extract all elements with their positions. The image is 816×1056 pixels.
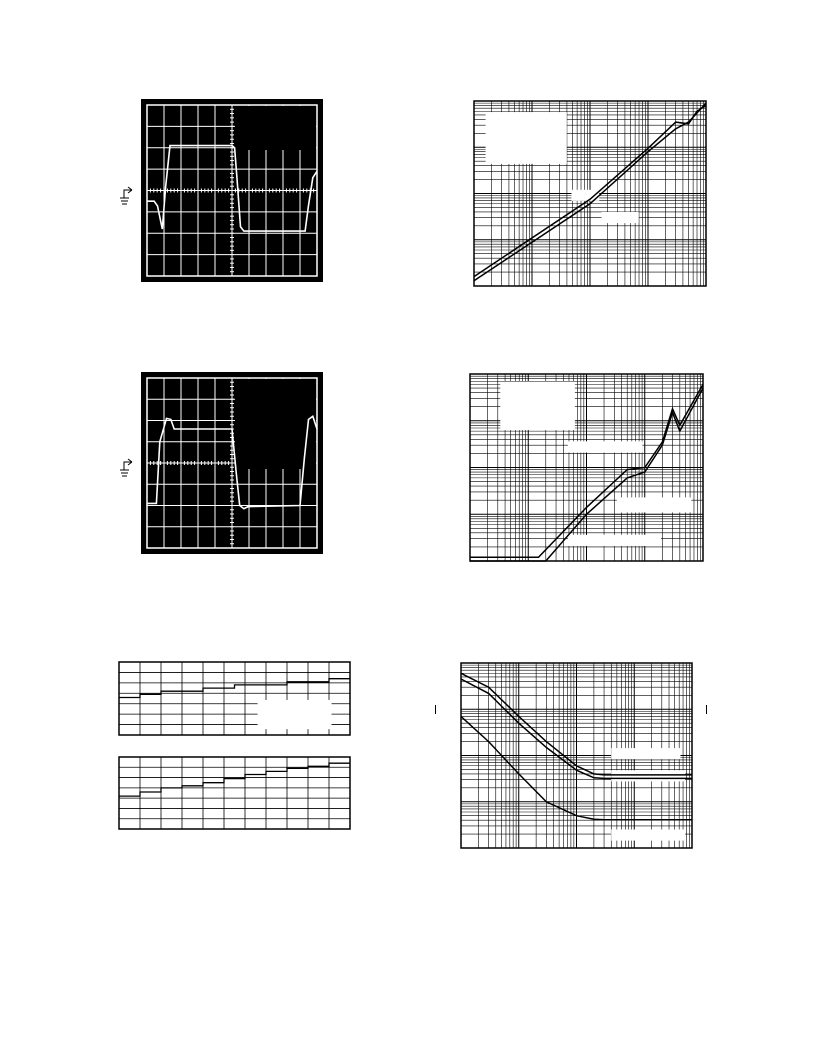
label-blank (611, 770, 685, 781)
loglog-chart-1 (474, 101, 706, 286)
loglog-panel-3 (461, 663, 692, 848)
label-blank (486, 112, 567, 164)
label-blank (500, 381, 575, 430)
label-blank (568, 441, 643, 452)
step-chart-1 (119, 662, 350, 735)
label-blank (611, 748, 680, 759)
loglog-panel-2 (470, 374, 703, 561)
ground-marker-icon-2 (120, 456, 140, 478)
scope-screen-1 (141, 99, 323, 282)
loglog-chart-2 (470, 374, 703, 561)
scope-screen-2 (141, 372, 323, 554)
step-chart-2 (119, 757, 350, 829)
loglog-panel-1 (474, 101, 706, 286)
label-blank (568, 535, 661, 546)
loglog-chart-3 (461, 663, 692, 848)
label-blank (602, 212, 639, 223)
step-panel-1 (119, 662, 350, 735)
scope-panel-1 (141, 99, 323, 282)
plot-background (119, 757, 350, 829)
label-blank (611, 830, 685, 841)
scope-panel-2 (141, 372, 323, 554)
label-blank (617, 497, 692, 512)
scope-annotation-blackout (235, 106, 316, 150)
ground-marker-icon (120, 184, 140, 206)
label-blank (258, 700, 332, 729)
axis-tick-mark-left (435, 705, 436, 714)
step-panel-2 (119, 757, 350, 829)
axis-tick-mark-right (706, 705, 707, 714)
